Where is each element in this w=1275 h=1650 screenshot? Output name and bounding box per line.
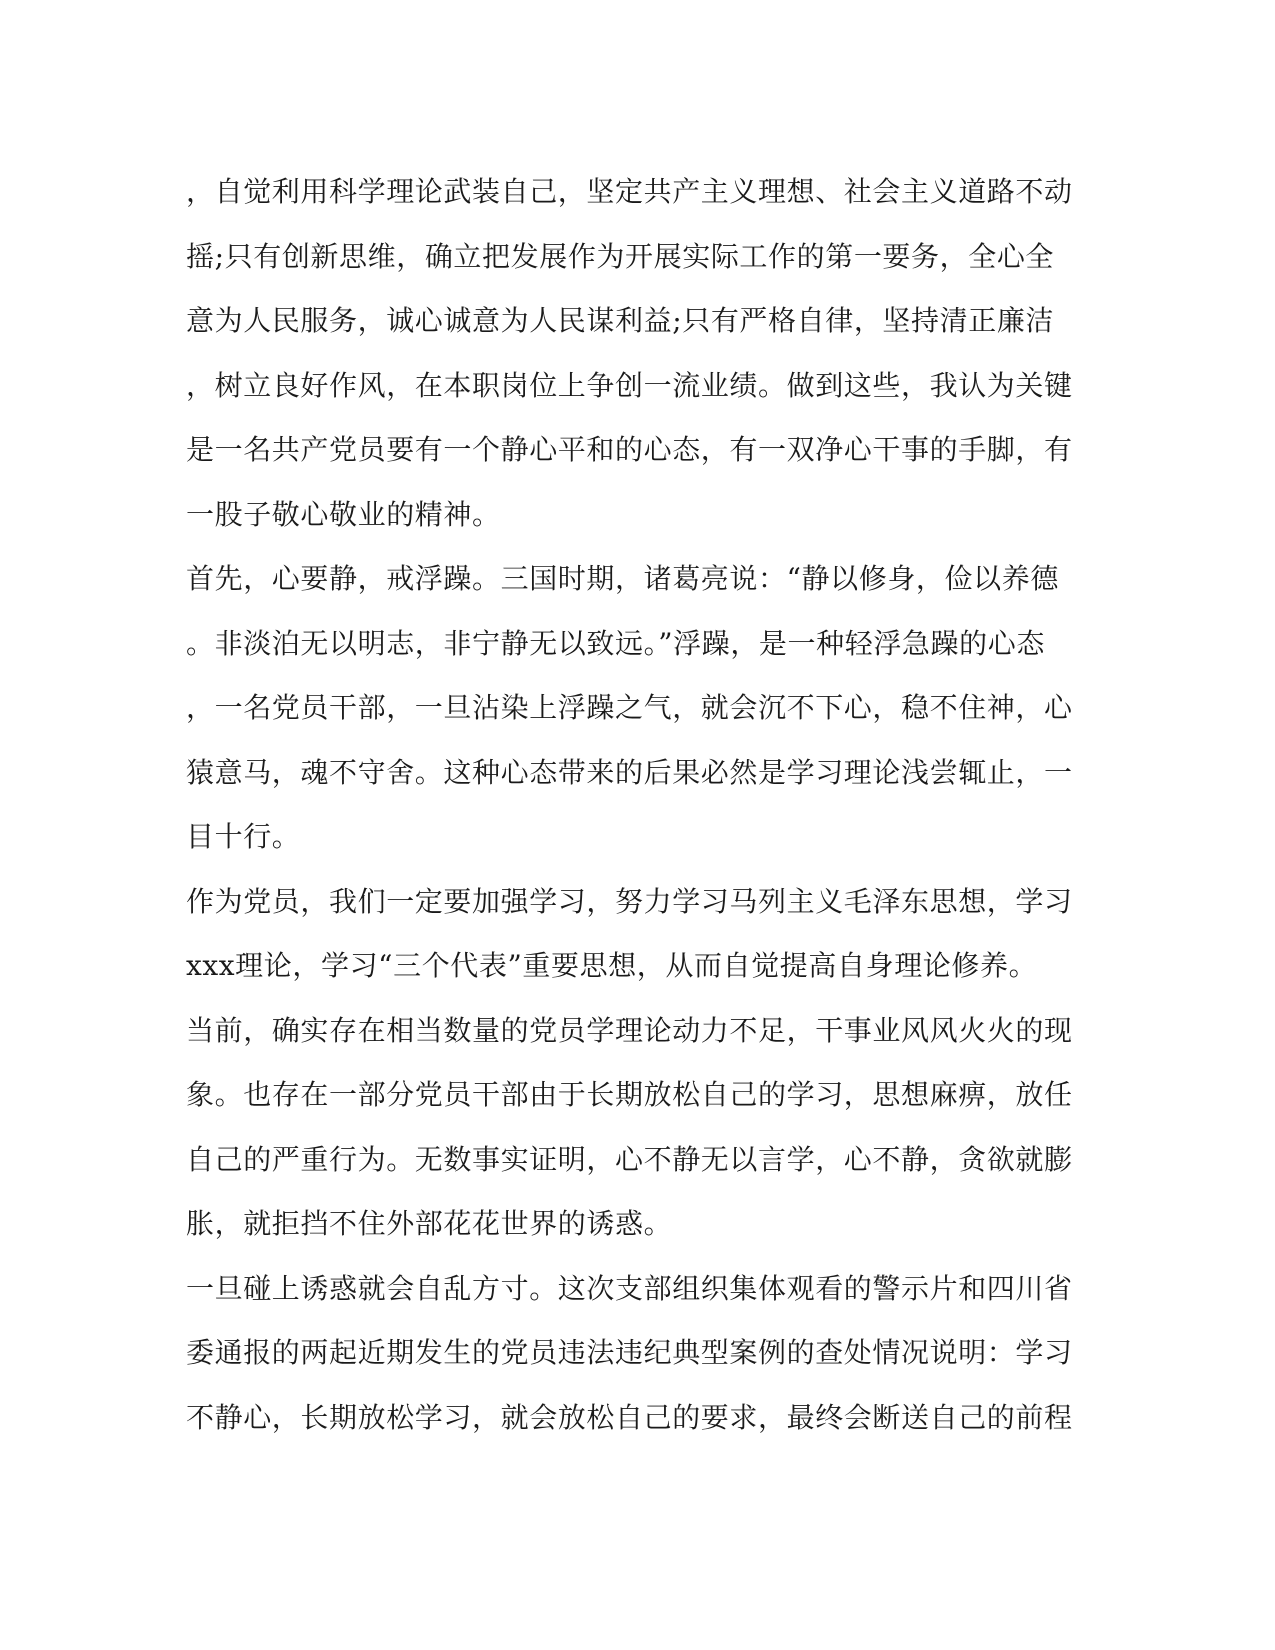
text-line: ，一名党员干部，一旦沾染上浮躁之气，就会沉不下心，稳不住神，心 — [186, 691, 1073, 724]
text-line: 自己的严重行为。无数事实证明，心不静无以言学，心不静，贪欲就膨 — [186, 1142, 1073, 1176]
text-line: ，自觉利用科学理论武装自己，坚定共产主义理想、社会主义道路不动 — [186, 175, 1073, 208]
text-line: 胀，就拒挡不住外部花花世界的诱惑。 — [186, 1207, 673, 1240]
text-line: 意为人民服务，诚心诚意为人民谋利益;只有严格自律，坚持清正廉洁 — [186, 304, 1055, 337]
text-line: 委通报的两起近期发生的党员违法违纪典型案例的查处情况说明：学习 — [186, 1336, 1073, 1369]
text-line: 不静心，长期放松学习，就会放松自己的要求，最终会断送自己的前程 — [186, 1400, 1073, 1434]
text-line: 是一名共产党员要有一个静心平和的心态，有一双净心干事的手脚，有 — [186, 433, 1073, 466]
text-line: ，树立良好作风，在本职岗位上争创一流业绩。做到这些，我认为关键 — [186, 368, 1073, 402]
text-line: 象。也存在一部分党员干部由于长期放松自己的学习，思想麻痹，放任 — [186, 1078, 1073, 1111]
text-line: 。非淡泊无以明志，非宁静无以致远。”浮躁，是一种轻浮急躁的心态 — [186, 626, 1045, 660]
text-line: 摇;只有创新思维，确立把发展作为开展实际工作的第一要务，全心全 — [186, 239, 1055, 273]
text-line: 作为党员，我们一定要加强学习，努力学习马列主义毛泽东思想，学习 — [186, 884, 1073, 918]
text-line: 当前，确实存在相当数量的党员学理论动力不足，干事业风风火火的现 — [186, 1013, 1073, 1047]
text-line: 首先，心要静，戒浮躁。三国时期，诸葛亮说：“静以修身，俭以养德 — [186, 562, 1059, 595]
text-line: 一旦碰上诱惑就会自乱方寸。这次支部组织集体观看的警示片和四川省 — [186, 1271, 1073, 1305]
body-text — [186, 160, 1096, 1450]
text-line: xxx理论，学习“三个代表”重要思想，从而自觉提高自身理论修养。 — [186, 949, 1038, 982]
text-line: 一股子敬心敬业的精神。 — [186, 497, 501, 531]
text-line: 目十行。 — [186, 820, 301, 853]
text-line: 猿意马，魂不守舍。这种心态带来的后果必然是学习理论浅尝辄止，一 — [186, 755, 1073, 789]
